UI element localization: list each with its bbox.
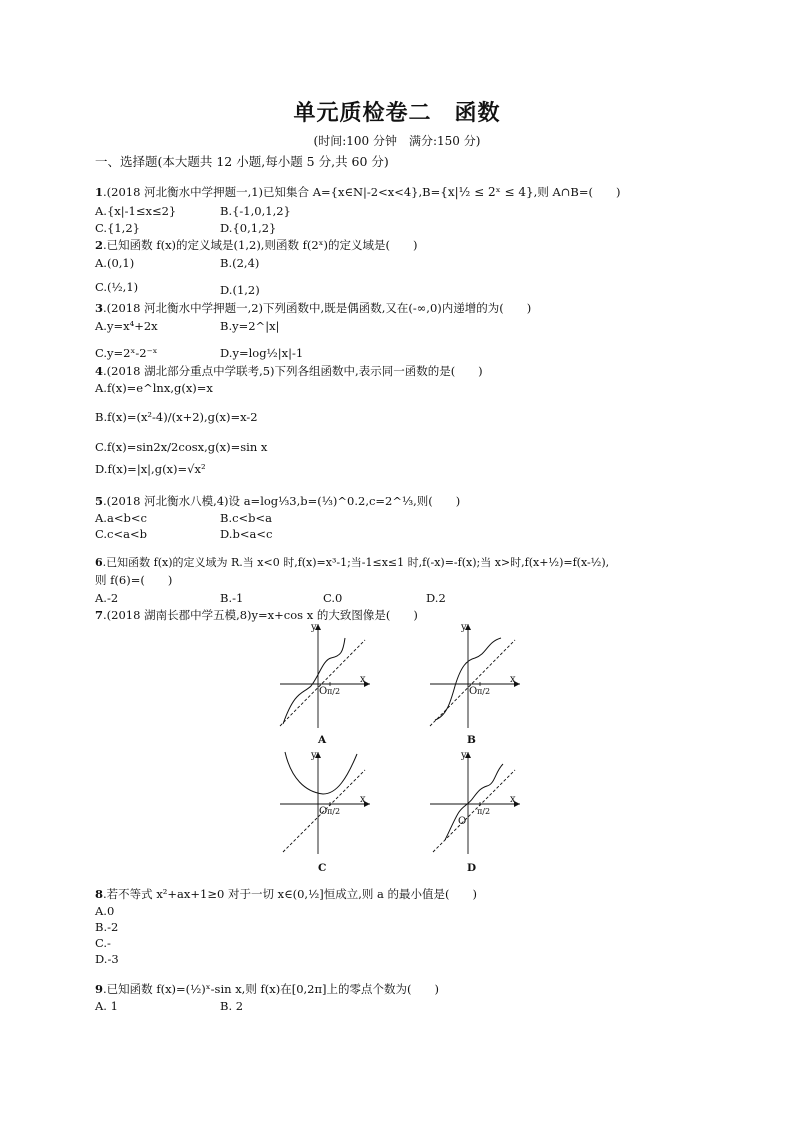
option-a: A.(0,1) [95,256,135,270]
question-text: y=x+cos x 的大致图像是( ) [251,608,418,622]
x-axis-label: x [360,674,366,685]
graph-d [425,748,525,858]
question-text: .已知函数 f(x)的定义域是(1,2),则函数 f(2ˣ)的定义域是( ) [103,238,418,252]
svg-text:O: O [469,686,478,697]
set-expression: {x|½ ≤ 2ˣ ≤ 4} [440,185,534,199]
question-tail: ,则 A∩B=( ) [533,185,621,199]
option-b: B.{-1,0,1,2} [220,204,291,218]
option-b: B.f(x)=(x²-4)/(x+2),g(x)=x-2 [95,410,258,424]
svg-text:x: x [360,794,366,805]
question-source: .(2018 湖北部分重点中学联考,5) [103,364,275,378]
question-number: 2 [95,238,104,252]
question-text: 设 a=log⅓3,b=(⅓)^0.2,c=2^⅓,则( ) [228,494,461,508]
question-6 [95,556,609,570]
question-text: .已知函数 f(x)=(½)ˣ-sin x,则 f(x)在[0,2π]上的零点个数为( ) [103,982,440,996]
question-text: .若不等式 x²+ax+1≥0 对于一切 x∈(0,½]恒成立,则 a 的最小值是( ) [103,887,477,901]
option-d: D.y=log½|x|-1 [220,346,304,360]
option-c: C.0 [323,591,343,605]
graph-c-label: C [318,862,327,874]
option-b: B.y=2^|x| [220,319,280,333]
svg-text:y: y [461,622,467,633]
question-2 [95,238,418,252]
question-number: 1 [95,185,104,199]
option-a: A.{x|-1≤x≤2} [95,204,177,218]
option-a: A.0 [95,904,115,918]
page-title: 单元质检卷二 函数 [293,101,501,126]
svg-text:y: y [311,750,317,761]
question-number: 7 [95,608,104,622]
question-6-line2: 则 f(6)=( ) [95,573,173,587]
graph-d-label: D [467,862,477,874]
option-c: C.{1,2} [95,221,140,235]
question-number: 8 [95,887,104,901]
svg-text:π/2: π/2 [327,807,341,816]
y-axis-label: y [311,622,317,633]
option-c: C.y=2ˣ-2⁻ˣ [95,346,158,360]
graph-a-label: A [318,734,327,746]
option-d: D.f(x)=|x|,g(x)=√x² [95,462,206,476]
question-number: 6 [95,556,103,569]
option-c: C.- [95,936,111,950]
svg-text:O: O [458,816,467,827]
question-3 [95,301,531,315]
option-d: D.b<a<c [220,527,273,541]
graph-b [425,620,525,732]
svg-text:x: x [510,794,516,805]
option-b: B.c<b<a [220,511,273,525]
option-d: D.{0,1,2} [220,221,277,235]
option-c: C.c<a<b [95,527,147,541]
question-source: .(2018 湖南长郡中学五模,8) [103,608,252,622]
option-b: B.-1 [220,591,244,605]
option-a: A.a<b<c [95,511,147,525]
question-5 [95,494,460,508]
svg-text:O: O [319,806,328,817]
question-text: 下列函数中,既是偶函数,又在(-∞,0)内递增的为( ) [263,301,532,315]
question-number: 5 [95,494,104,508]
question-9 [95,982,439,996]
question-text: .已知函数 f(x)的定义域为 R.当 x<0 时,f(x)=x³-1;当-1≤x≤1 时,f(-x)=-f(x);当 x>时,f(x+½)=f(x-½), [102,556,610,569]
option-c: C.(½,1) [95,280,139,294]
option-c: C.f(x)=sin2x/2cosx,g(x)=sin x [95,440,268,454]
option-d: D.(1,2) [220,283,260,297]
option-b: B.-2 [95,920,119,934]
question-8 [95,887,477,901]
option-a: A.y=x⁴+2x [95,319,158,333]
question-text: 下列各组函数中,表示同一函数的是( ) [274,364,483,378]
origin-label: O [319,686,328,697]
option-d: D.2 [426,591,446,605]
option-d: D.-3 [95,952,119,966]
option-b: B. 2 [220,999,244,1013]
question-4 [95,364,483,378]
svg-text:π/2: π/2 [477,807,491,816]
graph-b-label: B [467,734,476,746]
question-source: .(2018 河北衡水中学押题一,2) [103,301,264,315]
question-1 [95,185,620,199]
svg-text:x: x [510,674,516,685]
question-number: 4 [95,364,104,378]
option-a: A.f(x)=e^lnx,g(x)=x [95,381,213,395]
graph-a [275,620,375,732]
pi2-label: π/2 [327,687,341,696]
svg-text:y: y [461,750,467,761]
exam-info: (时间:100 分钟 满分:150 分) [313,134,481,148]
question-text: 已知集合 A={x∈N|-2<x<4},B= [263,185,441,199]
option-a: A. 1 [95,999,118,1013]
question-number: 9 [95,982,104,996]
question-number: 3 [95,301,104,315]
graph-c [275,748,375,858]
question-source: .(2018 河北衡水八模,4) [103,494,229,508]
option-b: B.(2,4) [220,256,260,270]
question-source: .(2018 河北衡水中学押题一,1) [103,185,264,199]
section-heading: 一、选择题(本大题共 12 小题,每小题 5 分,共 60 分) [95,154,389,169]
option-a: A.-2 [95,591,119,605]
svg-text:π/2: π/2 [477,687,491,696]
